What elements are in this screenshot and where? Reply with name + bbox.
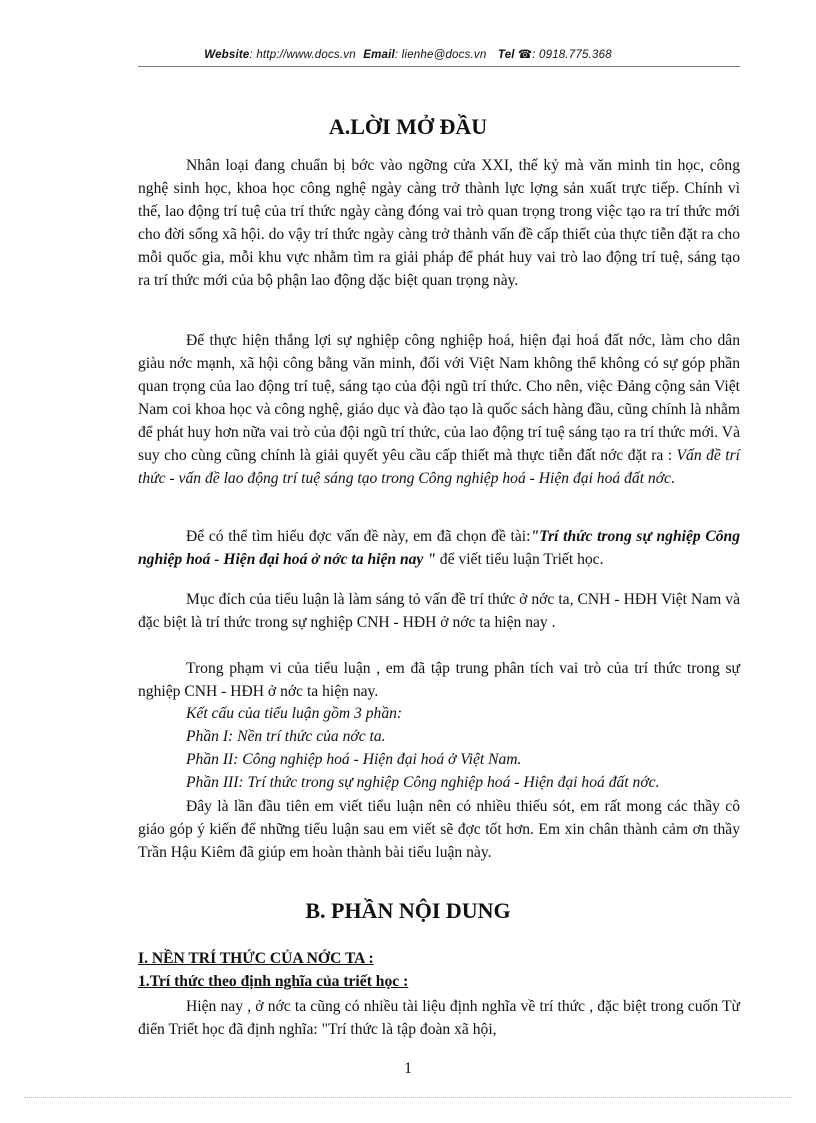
- topic-title: "Trí thức trong sự nghiệp Công nghiệp hoá - Hiện đại hoá ở nớc ta hiện nay ": [138, 528, 740, 568]
- email-value: : lienhe@docs.vn: [394, 49, 487, 61]
- intro-paragraph-1: Nhân loại đang chuẩn bị bớc vào ngỡng cửa XXI, thế kỷ mà văn minh tin học, công nghệ sinh học, khoa học công nghệ ngày càng trở thành lực lợng sản xuất trực tiếp. Chính vì thế, lao động trí tuệ của trí thức ngày càng đóng vai trò quan trọng trong việc tạo ra trí thức mới cho đời sống xã hội. do vậy trí thức ngày càng trở thành vấn đề cấp thiết của thực tiễn đặt ra cho mỗi quốc gia, mỗi khu vực nhằm tìm ra giải pháp để phát huy vai trò lao động trí tuệ, sáng tạo ra trí thức mới của bộ phận lao động dặc biệt quan trọng này.: [138, 157, 740, 289]
- page-number: 1: [404, 1060, 412, 1077]
- section-1-heading: I. NỀN TRÍ THỨC CỦA NỚC TA :: [138, 950, 374, 967]
- intro-paragraph-6: Đây là lần đầu tiên em viết tiểu luận nên có nhiều thiếu sót, em rất mong các thầy cô giáo góp ý kiến để những tiểu luận sau em viết sẽ đợc tốt hơn. Em xin chân thành cảm ơn thầy Trần Hậu Kiêm đã giúp em hoàn thành bài tiểu luận này.: [138, 798, 740, 861]
- intro-paragraph-3-start: Để có thể tìm hiểu đợc vấn đề này, em đã chọn đề tài:: [186, 528, 531, 545]
- intro-paragraph-5: Trong phạm vi của tiểu luận , em đã tập trung phân tích vai trò của trí thức trong sự nghiệp CNH - HĐH ở nớc ta hiện nay.: [138, 660, 740, 700]
- structure-line: Kết cấu của tiểu luận gồm 3 phần:: [186, 705, 403, 722]
- tel-value: : 0918.775.368: [532, 49, 612, 61]
- intro-paragraph-4: Mục đích của tiểu luận là làm sáng tỏ vấn đề trí thức ở nớc ta, CNH - HĐH Việt Nam và đặc biệt là trí thức trong sự nghiệp CNH - HĐH ở nớc ta hiện nay .: [138, 591, 740, 631]
- part-3-line: Phần III: Trí thức trong sự nghiệp Công nghiệp hoá - Hiện đại hoá đất nớc.: [186, 774, 660, 791]
- body-paragraph-1: Hiện nay , ở nớc ta cũng có nhiều tài liệu định nghĩa về trí thức , đặc biệt trong cuốn Từ điển Triết học đã định nghĩa: "Trí thức là tập đoàn xã hội,: [138, 998, 740, 1038]
- intro-paragraph-3: [138, 525, 740, 571]
- email-label: Email: [363, 49, 395, 61]
- intro-paragraph-2: [138, 329, 740, 490]
- intro-paragraph-2-italic: Vấn đề trí thức - vấn đề lao động trí tuệ sáng tạo trong Công nghiệp hoá - Hiện đại hoá đất nớc: [138, 447, 740, 487]
- title-b: B. PHẦN NỘI DUNG: [305, 898, 511, 923]
- part-1-line: Phần I: Nền trí thức của nớc ta.: [186, 728, 386, 745]
- header-rule: [138, 66, 740, 67]
- intro-paragraph-2-text: Để thực hiện thắng lợi sự nghiệp công nghiệp hoá, hiện đại hoá đất nớc, làm cho dân giàu nớc mạnh, xã hội công bằng văn minh, đối với Việt Nam không thể không có sự góp phần quan trọng của lao động trí tuệ, sáng tạo của đội ngũ trí thức. Cho nên, việc Đảng cộng sản Việt Nam coi khoa học và công nghệ, giáo dục và đào tạo là quốc sách hàng đầu, cũng chính là nhằm để phát huy hơn nữa vai trò của đội ngũ trí thức, của lao động trí tuệ sáng tạo ra trí thức mới. Và suy cho cùng cũng chính là giải quyết yêu cầu cấp thiết mà thực tiễn đất nớc đặt ra :: [138, 332, 740, 464]
- subsection-1-heading: 1.Trí thức theo định nghĩa của triết học :: [138, 973, 409, 990]
- tel-label: Tel: [497, 49, 515, 61]
- website-label: Website: [204, 49, 250, 61]
- page-header: [0, 47, 816, 61]
- website-value: : http://www.docs.vn: [249, 49, 356, 61]
- intro-paragraph-3-end: để viết tiểu luận Triết học.: [435, 551, 604, 568]
- phone-icon: ☎: [517, 49, 533, 61]
- part-2-line: Phần II: Công nghiệp hoá - Hiện đại hoá ở Việt Nam.: [186, 751, 522, 768]
- intro-paragraph-2-end: .: [670, 470, 675, 487]
- footer-rule: [24, 1097, 792, 1098]
- title-a: A.LỜI MỞ ĐẦU: [328, 114, 488, 139]
